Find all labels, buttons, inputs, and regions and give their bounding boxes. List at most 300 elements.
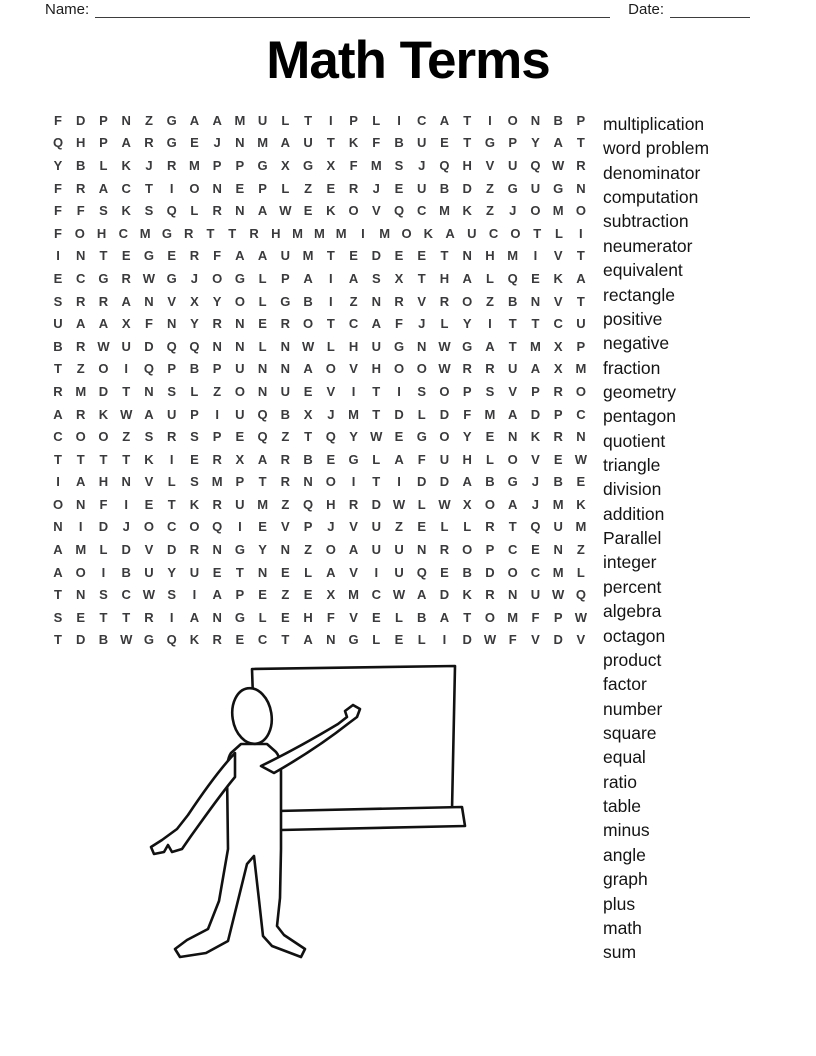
grid-letter: O [439,383,450,399]
grid-letter: U [467,225,477,241]
grid-letter: D [166,542,177,558]
grid-row [51,629,588,652]
grid-letter: K [326,203,336,219]
grid-letter: Z [281,496,290,512]
grid-letter: A [394,451,404,467]
grid-letter: T [576,293,585,309]
grid-letter: U [53,316,63,332]
grid-letter: R [553,383,563,399]
grid-letter: L [258,609,267,625]
grid-letter: V [326,383,336,399]
grid-letter: Q [507,270,518,286]
grid-letter: I [124,496,129,512]
grid-letter: F [463,406,472,422]
grid-letter: U [235,496,245,512]
grid-letter: U [280,248,291,264]
grid-letter: T [122,451,131,467]
grid-letter: B [439,180,450,196]
grid-letter: D [394,406,404,422]
grid-letter: X [281,157,290,173]
grid-letter: K [576,496,586,512]
grid-letter: T [326,135,335,151]
grid-letter: S [53,609,63,625]
grid-letter: M [302,248,314,264]
grid-letter: R [183,225,194,241]
grid-letter: Z [485,203,494,219]
grid-letter: Z [76,361,85,377]
grid-letter: E [144,496,154,512]
grid-letter: E [394,632,404,648]
grid-letter: P [212,361,222,377]
grid-letter: O [234,383,245,399]
grid-letter: M [75,542,87,558]
grid-letter: O [462,293,473,309]
grid-letter: P [462,383,472,399]
grid-letter: I [169,180,174,196]
grid-letter: V [281,519,290,535]
grid-letter: S [99,587,108,603]
grid-letter: U [280,383,291,399]
grid-row [51,199,588,222]
word-list-item: math [603,917,642,938]
grid-letter: D [462,180,472,196]
grid-letter: N [257,564,268,580]
grid-letter: H [348,338,359,354]
grid-letter: D [98,519,109,535]
grid-letter: Z [281,587,290,603]
grid-letter: R [439,293,450,309]
grid-letter: A [257,248,268,264]
grid-letter: O [189,519,200,535]
grid-letter: P [235,157,245,173]
grid-letter: B [553,112,563,128]
date-label: Date: [628,1,664,18]
grid-letter: T [167,496,176,512]
grid-letter: D [553,632,563,648]
grid-letter: P [235,587,245,603]
word-list-item: graph [603,869,648,890]
grid-letter: O [143,519,154,535]
grid-letter: L [485,451,494,467]
grid-letter: R [76,406,86,422]
word-list-item: factor [603,674,647,695]
grid-letter: G [416,429,427,445]
grid-letter: K [348,135,359,151]
grid-letter: O [401,225,412,241]
grid-letter: R [76,180,86,196]
grid-letter: Q [575,587,586,603]
grid-letter: L [440,519,449,535]
grid-letter: R [348,180,359,196]
grid-letter: Y [462,316,472,332]
grid-letter: L [326,338,335,354]
grid-letter: L [372,112,381,128]
grid-letter: F [508,632,517,648]
grid-letter: F [99,496,108,512]
word-list-item: negative [603,333,670,354]
grid-letter: E [371,609,381,625]
grid-letter: P [576,338,586,354]
grid-letter: O [348,203,359,219]
grid-letter: D [485,564,495,580]
grid-letter: T [235,564,244,580]
grid-letter: S [167,383,176,399]
grid-letter: G [507,180,518,196]
grid-letter: R [553,429,563,445]
grid-letter: Q [189,338,200,354]
grid-letter: N [530,293,541,309]
grid-letter: S [53,293,63,309]
grid-letter: Q [166,632,177,648]
grid-letter: M [348,587,359,603]
grid-letter: O [439,429,450,445]
grid-letter: T [417,270,426,286]
grid-letter: V [349,361,358,377]
grid-letter: Z [304,180,313,196]
grid-letter: Q [257,406,268,422]
grid-letter: E [531,542,540,558]
grid-letter: H [485,248,495,264]
grid-letter: E [76,609,86,625]
grid-letter: E [485,429,495,445]
grid-letter: C [76,270,86,286]
grid-letter: X [121,316,131,332]
grid-letter: V [553,293,563,309]
grid-letter: E [281,609,290,625]
word-list-item: Parallel [603,528,662,549]
grid-letter: T [54,587,62,603]
grid-letter: T [206,225,215,241]
grid-letter: J [418,157,426,173]
grid-letter: O [325,474,336,490]
grid-letter: T [576,248,585,264]
grid-letter: E [258,519,267,535]
grid-letter: N [121,474,131,490]
grid-letter: P [281,270,290,286]
page-title: Math Terms [266,31,550,90]
grid-letter: I [351,474,356,490]
grid-letter: Z [395,519,403,535]
grid-letter: E [258,316,267,332]
grid-letter: O [303,316,314,332]
grid-letter: Q [393,203,405,219]
grid-letter: B [121,564,131,580]
grid-letter: G [143,632,154,648]
grid-letter: V [144,474,154,490]
grid-letter: N [417,542,427,558]
grid-letter: D [530,406,541,422]
grid-letter: U [417,180,427,196]
grid-row [51,109,588,132]
grid-letter: U [417,135,427,151]
grid-letter: M [234,112,246,128]
word-list-item: division [603,479,662,500]
grid-letter: U [553,519,563,535]
grid-letter: U [507,361,518,377]
word-list-item: addition [603,503,665,524]
grid-letter: O [484,496,496,512]
grid-letter: O [575,383,586,399]
grid-letter: F [531,609,540,625]
grid-letter: A [530,361,541,377]
grid-letter: G [553,180,564,196]
word-list-item: minus [603,820,650,841]
grid-letter: W [120,632,133,648]
grid-letter: A [53,406,63,422]
grid-letter: Y [531,135,540,151]
grid-letter: T [508,316,517,332]
grid-letter: N [257,383,268,399]
grid-letter: A [144,406,154,422]
grid-letter: T [122,383,131,399]
grid-letter: D [439,587,450,603]
grid-letter: U [371,338,381,354]
grid-letter: Q [212,519,223,535]
grid-letter: W [301,338,315,354]
grid-letter: J [531,474,540,490]
grid-letter: A [439,609,450,625]
grid-letter: R [76,293,86,309]
grid-letter: E [281,564,290,580]
grid-letter: F [417,451,426,467]
grid-letter: Z [213,383,222,399]
grid-letter: A [439,112,450,128]
grid-letter: Q [166,338,177,354]
grid-letter: L [395,609,403,625]
grid-letter: O [530,203,541,219]
grid-letter: C [576,406,586,422]
grid-letter: C [371,587,381,603]
grid-letter: Z [349,293,358,309]
word-search-grid [51,109,588,651]
word-list-item: percent [603,576,662,597]
grid-letter: F [54,180,62,196]
grid-letter: C [417,112,427,128]
grid-letter: R [212,451,222,467]
grid-row [51,245,588,268]
grid-letter: I [238,519,242,535]
grid-letter: N [371,293,381,309]
grid-letter: E [235,632,245,648]
grid-letter: U [235,406,245,422]
grid-letter: A [53,564,63,580]
grid-letter: V [167,293,176,309]
grid-letter: E [326,451,336,467]
grid-letter: H [76,135,86,151]
grid-letter: E [190,135,199,151]
grid-letter: G [143,248,154,264]
grid-letter: E [121,248,131,264]
grid-letter: J [122,519,130,535]
word-list-item: equal [603,747,646,768]
grid-letter: K [98,406,109,422]
grid-letter: R [212,316,222,332]
grid-letter: D [462,632,472,648]
grid-letter: K [462,587,472,603]
grid-letter: T [463,112,472,128]
grid-letter: D [76,112,86,128]
grid-letter: M [188,157,200,173]
grid-letter: R [98,293,109,309]
grid-letter: A [189,609,200,625]
grid-letter: T [576,135,585,151]
grid-letter: A [445,225,455,241]
grid-letter: J [531,496,540,512]
grid-letter: P [303,519,313,535]
grid-letter: Q [530,157,541,173]
grid-letter: L [99,542,108,558]
grid-letter: O [484,609,496,625]
grid-letter: G [166,112,177,128]
grid-letter: V [349,609,358,625]
grid-letter: N [235,316,245,332]
grid-letter: N [507,429,518,445]
grid-letter: Y [258,542,267,558]
grid-letter: R [212,496,222,512]
grid-row [51,312,588,335]
word-list-item: quotient [603,430,666,451]
name-label: Name: [45,1,90,18]
grid-letter: E [303,587,313,603]
word-list-item: positive [603,308,663,329]
grid-letter: I [124,361,129,377]
grid-letter: F [54,225,62,241]
teacher-left-arm [151,753,235,854]
grid-letter: L [258,270,267,286]
grid-letter: J [509,203,517,219]
grid-row [51,538,588,561]
grid-row [51,493,588,516]
grid-row [51,154,588,177]
grid-letter: W [552,157,565,173]
grid-letter: G [98,270,109,286]
grid-row [51,358,588,381]
grid-letter: Z [485,180,494,196]
grid-letter: M [335,225,347,241]
grid-letter: A [303,632,313,648]
grid-letter: B [394,135,404,151]
word-list-item: octagon [603,625,666,646]
grid-letter: D [371,248,381,264]
grid-letter: H [303,609,313,625]
grid-letter: W [483,632,497,648]
grid-letter: P [349,112,358,128]
grid-letter: M [575,361,587,377]
grid-letter: A [121,293,131,309]
grid-letter: L [417,406,426,422]
grid-letter: X [553,338,563,354]
grid-letter: E [394,248,404,264]
grid-row [51,425,588,448]
grid-letter: T [54,632,62,648]
grid-letter: H [96,225,107,241]
word-list-item: equivalent [603,260,683,281]
grid-letter: S [485,383,495,399]
grid-letter: C [121,180,131,196]
grid-letter: N [212,609,222,625]
grid-letter: M [370,157,382,173]
grid-letter: A [348,542,359,558]
grid-letter: U [507,157,518,173]
grid-row [51,583,588,606]
grid-letter: T [54,451,62,467]
grid-letter: G [234,609,245,625]
grid-letter: U [235,361,245,377]
grid-letter: S [144,203,154,219]
grid-letter: O [507,112,518,128]
grid-letter: G [348,451,359,467]
grid-letter: X [553,361,563,377]
grid-letter: P [99,112,108,128]
grid-letter: L [440,316,449,332]
word-list-item: ratio [603,771,638,792]
grid-letter: S [371,270,381,286]
grid-letter: J [190,270,199,286]
grid-letter: A [235,248,245,264]
grid-letter: Q [166,203,177,219]
grid-letter: K [553,270,563,286]
grid-letter: I [397,383,401,399]
grid-letter: D [439,474,450,490]
grid-letter: J [372,180,380,196]
grid-letter: M [575,519,587,535]
grid-letter: V [371,203,381,219]
grid-letter: R [189,248,200,264]
grid-letter: R [144,135,154,151]
grid-letter: O [325,542,336,558]
grid-letter: O [52,496,64,512]
grid-letter: A [53,542,63,558]
grid-letter: T [54,361,62,377]
grid-letter: V [531,632,540,648]
grid-letter: A [98,180,109,196]
grid-letter: W [438,338,451,354]
grid-letter: N [417,338,427,354]
grid-letter: M [439,203,450,219]
grid-letter: V [508,383,518,399]
grid-letter: G [280,293,291,309]
grid-letter: G [348,632,359,648]
grid-letter: E [53,270,63,286]
grid-letter: I [215,406,219,422]
grid-letter: O [212,270,223,286]
grid-letter: B [53,338,63,354]
grid-letter: R [280,474,291,490]
grid-letter: S [190,429,199,445]
grid-letter: I [397,474,401,490]
grid-letter: A [189,112,200,128]
grid-letter: P [190,406,199,422]
grid-letter: W [97,338,110,354]
grid-letter: A [280,135,291,151]
grid-letter: I [488,112,492,128]
grid-letter: E [303,203,313,219]
grid-letter: N [530,112,541,128]
word-list-item: table [603,796,641,817]
grid-letter: E [440,135,449,151]
grid-letter: J [327,406,335,422]
grid-letter: T [508,519,517,535]
grid-letter: R [439,542,450,558]
grid-letter: W [574,609,588,625]
grid-letter: P [553,609,563,625]
grid-letter: R [485,519,495,535]
grid-letter: N [76,248,86,264]
grid-letter: N [76,587,86,603]
grid-letter: X [303,406,313,422]
grid-letter: W [120,406,133,422]
grid-letter: Y [190,316,199,332]
